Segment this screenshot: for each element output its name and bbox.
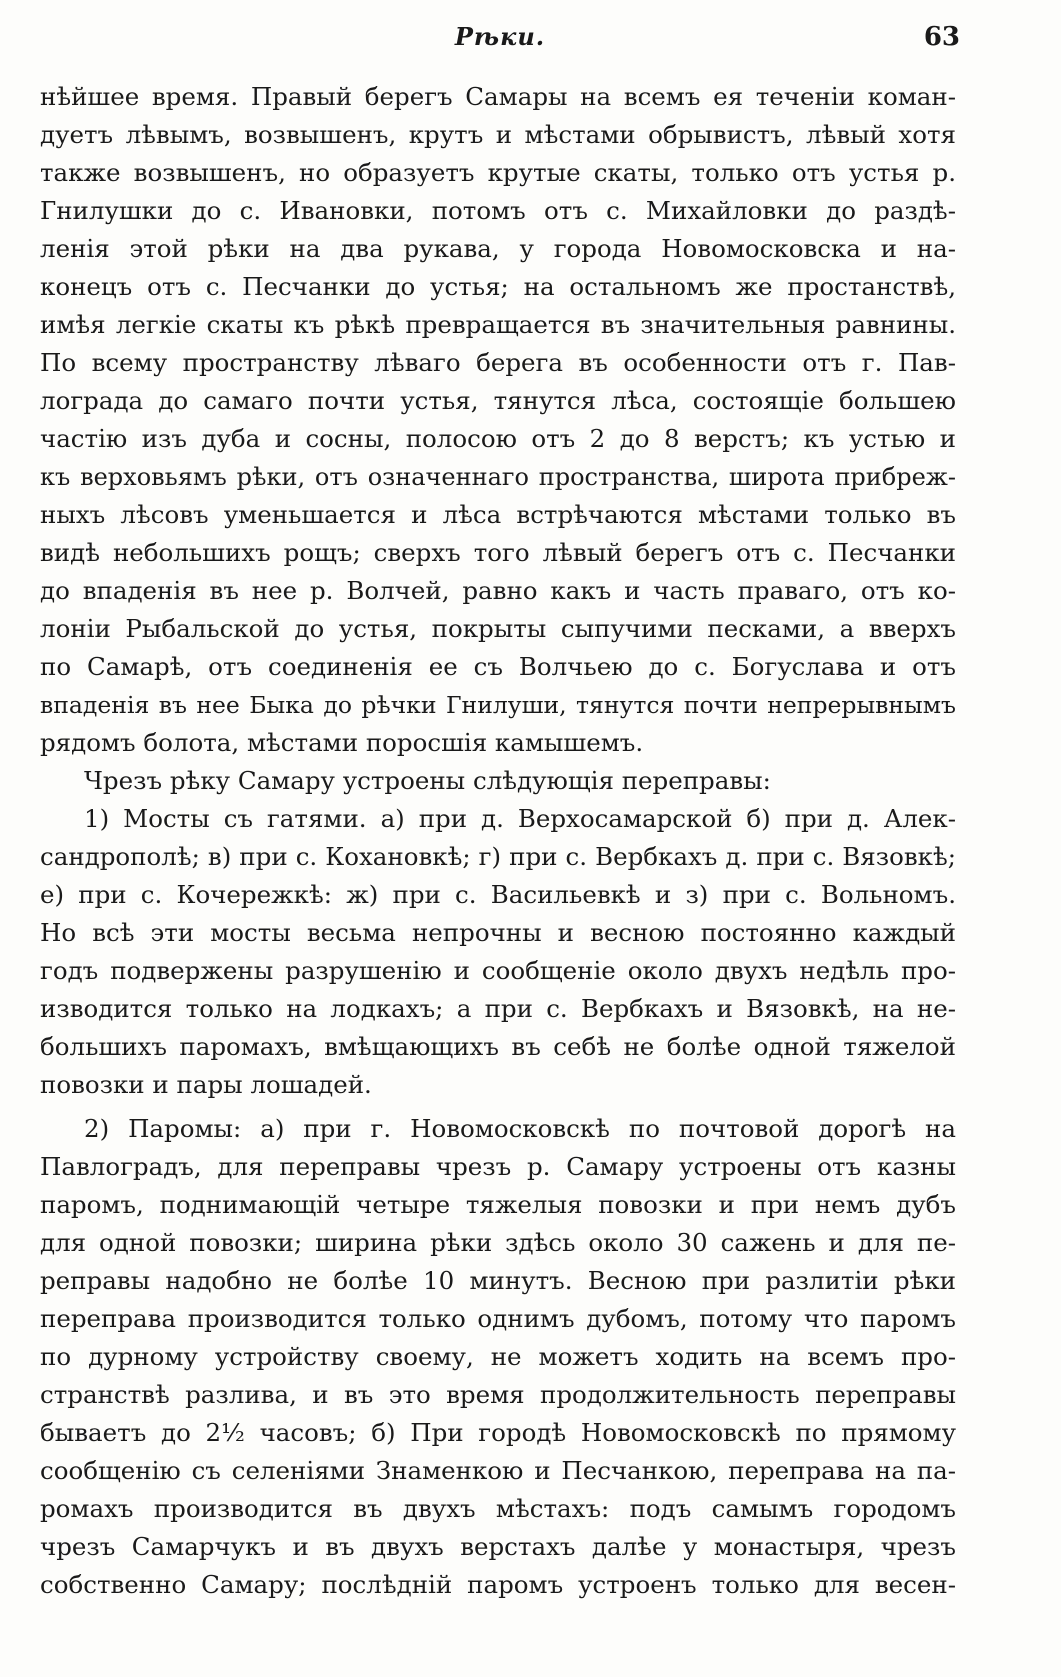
text-line: также возвышенъ, но образуетъ крутые скаты, только отъ устья р. [40, 158, 956, 187]
text-line: 1) Мосты съ гатями. а) при д. Верхосамарской б) при д. Алек- [84, 804, 956, 833]
text-line: лограда до самаго почти устья, тянутся лѣса, состоящіе большею [40, 386, 956, 415]
text-line: чрезъ Самарчукъ и въ двухъ верстахъ далѣе у монастыря, чрезъ [40, 1532, 956, 1561]
text-line: По всему пространству лѣваго берега въ особенности отъ г. Пав- [40, 348, 956, 377]
text-line: имѣя легкіе скаты къ рѣкѣ превращается въ значительныя равнины. [40, 310, 956, 339]
text-line: паромъ, поднимающій четыре тяжелыя повозки и при немъ дубъ [40, 1190, 956, 1219]
text-line: Чрезъ рѣку Самару устроены слѣдующія переправы: [84, 766, 771, 795]
paragraph-1 [40, 78, 956, 762]
text-line: бываетъ до 2½ часовъ; б) При городѣ Новомосковскѣ по прямому [40, 1418, 956, 1447]
text-line: изводится только на лодкахъ; а при с. Вербкахъ и Вязовкѣ, на не- [40, 994, 956, 1023]
text-line: сообщенію съ селеніями Знаменкою и Песчанкою, переправа на па- [40, 1456, 956, 1485]
text-line: къ верховьямъ рѣки, отъ означеннаго пространства, широта прибреж- [40, 463, 956, 491]
text-line: рядомъ болота, мѣстами поросшія камышемъ. [40, 728, 644, 757]
text-line: по дурному устройству своему, не можетъ ходить на всемъ про- [40, 1342, 956, 1371]
text-line: повозки и пары лошадей. [40, 1070, 372, 1099]
text-line: Но всѣ эти мосты весьма непрочны и весною постоянно каждый [40, 918, 956, 947]
text-line: до впаденія въ нее р. Волчей, равно какъ и часть праваго, отъ ко- [40, 576, 956, 605]
text-line: Гнилушки до с. Ивановки, потомъ отъ с. Михайловки до раздѣ- [40, 196, 956, 225]
text-line: лоніи Рыбальской до устья, покрыты сыпучими песками, а вверхъ [40, 614, 956, 643]
text-line: видѣ небольшихъ рощъ; сверхъ того лѣвый берегъ отъ с. Песчанки [40, 538, 956, 567]
text-line: для одной повозки; ширина рѣки здѣсь около 30 сажень и для пе- [40, 1228, 956, 1257]
text-line: реправы надобно не болѣе 10 минутъ. Весною при разлитіи рѣки [40, 1266, 956, 1295]
text-line: ныхъ лѣсовъ уменьшается и лѣса встрѣчаются мѣстами только въ [40, 500, 956, 529]
text-line: сандрополѣ; в) при с. Кохановкѣ; г) при с. Вербкахъ д. при с. Вязовкѣ; [40, 842, 956, 871]
page-number: 63 [923, 22, 960, 52]
text-line: по Самарѣ, отъ соединенія ее съ Волчьею до с. Богуслава и отъ [40, 652, 956, 681]
running-head-title: Рѣки. [454, 22, 546, 51]
text-line: дуетъ лѣвымъ, возвышенъ, крутъ и мѣстами обрывистъ, лѣвый хотя [40, 120, 956, 149]
paragraph-3 [40, 800, 956, 1104]
body-text [40, 78, 956, 1604]
text-line: конецъ отъ с. Песчанки до устья; на остальномъ же простанствѣ, [40, 272, 956, 301]
text-line: ленія этой рѣки на два рукава, у города Новомосковска и на- [40, 234, 956, 263]
text-line: е) при с. Кочережкѣ: ж) при с. Васильевкѣ и з) при с. Вольномъ. [40, 880, 956, 909]
page-header [40, 22, 960, 62]
text-line: годъ подвержены разрушенію и сообщеніе около двухъ недѣль про- [40, 956, 956, 985]
text-line: собственно Самару; послѣдній паромъ устроенъ только для весен- [40, 1570, 956, 1599]
text-line: Павлоградъ, для переправы чрезъ р. Самару устроены отъ казны [40, 1152, 956, 1181]
text-line: нѣйшее время. Правый берегъ Самары на всемъ ея теченіи коман- [40, 82, 956, 111]
text-line: большихъ паромахъ, вмѣщающихъ въ себѣ не болѣе одной тяжелой [40, 1032, 956, 1061]
text-line: странствѣ разлива, и въ это время продолжительность переправы [40, 1380, 956, 1409]
text-line: частію изъ дуба и сосны, полосою отъ 2 до 8 верстъ; къ устью и [40, 424, 956, 453]
paragraph-4 [40, 1110, 956, 1604]
text-line: впаденія въ нее Быка до рѣчки Гнилуши, тянутся почти непрерывнымъ [40, 691, 956, 719]
paragraph-2 [40, 762, 956, 800]
text-line: ромахъ производится въ двухъ мѣстахъ: подъ самымъ городомъ [40, 1494, 956, 1523]
text-line: переправа производится только однимъ дубомъ, потому что паромъ [40, 1304, 956, 1333]
text-line: 2) Паромы: а) при г. Новомосковскѣ по почтовой дорогѣ на [84, 1114, 956, 1143]
